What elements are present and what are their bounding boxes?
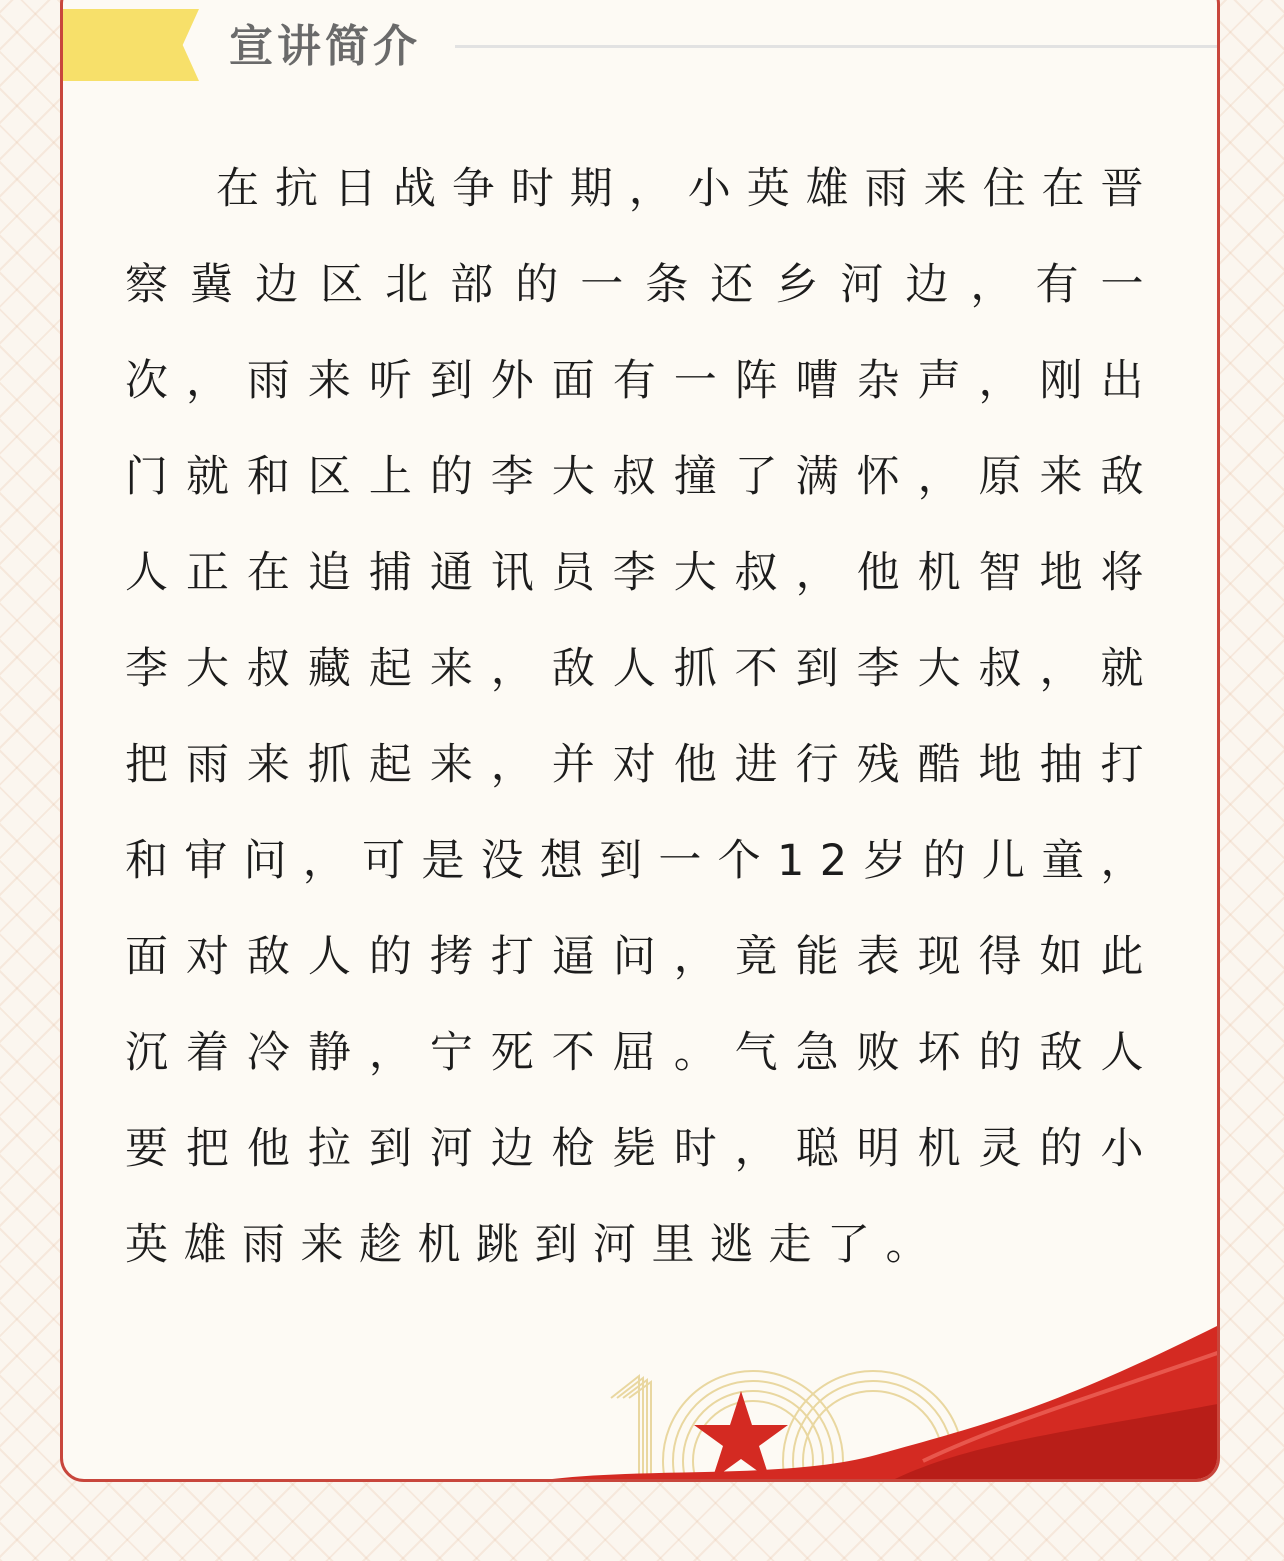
content-card bbox=[60, 0, 1220, 1482]
centenary-decoration bbox=[63, 0, 1220, 1482]
article-paragraph: 在抗日战争时期，小英雄雨来住在晋察冀边区北部的一条还乡河边，有一次，雨来听到外面有一阵嘈杂声，刚出门就和区上的李大叔撞了满怀，原来敌人正在追捕通讯员李大叔，他机智地将李大叔藏起来，敌人抓不到李大叔，就把雨来抓起来，并对他进行残酷地抽打和审问，可是没想到一个12岁的儿童，面对敌人的拷打逼问，竟能表现得如此沉着冷静，宁死不屈。气急败坏的敌人要把他拉到河边枪毙时，聪明机灵的小英雄雨来趁机跳到河里逃走了。 bbox=[125, 164, 1159, 1270]
section-title: 宣讲简介 bbox=[229, 21, 421, 72]
numeral-one bbox=[611, 1376, 651, 1482]
